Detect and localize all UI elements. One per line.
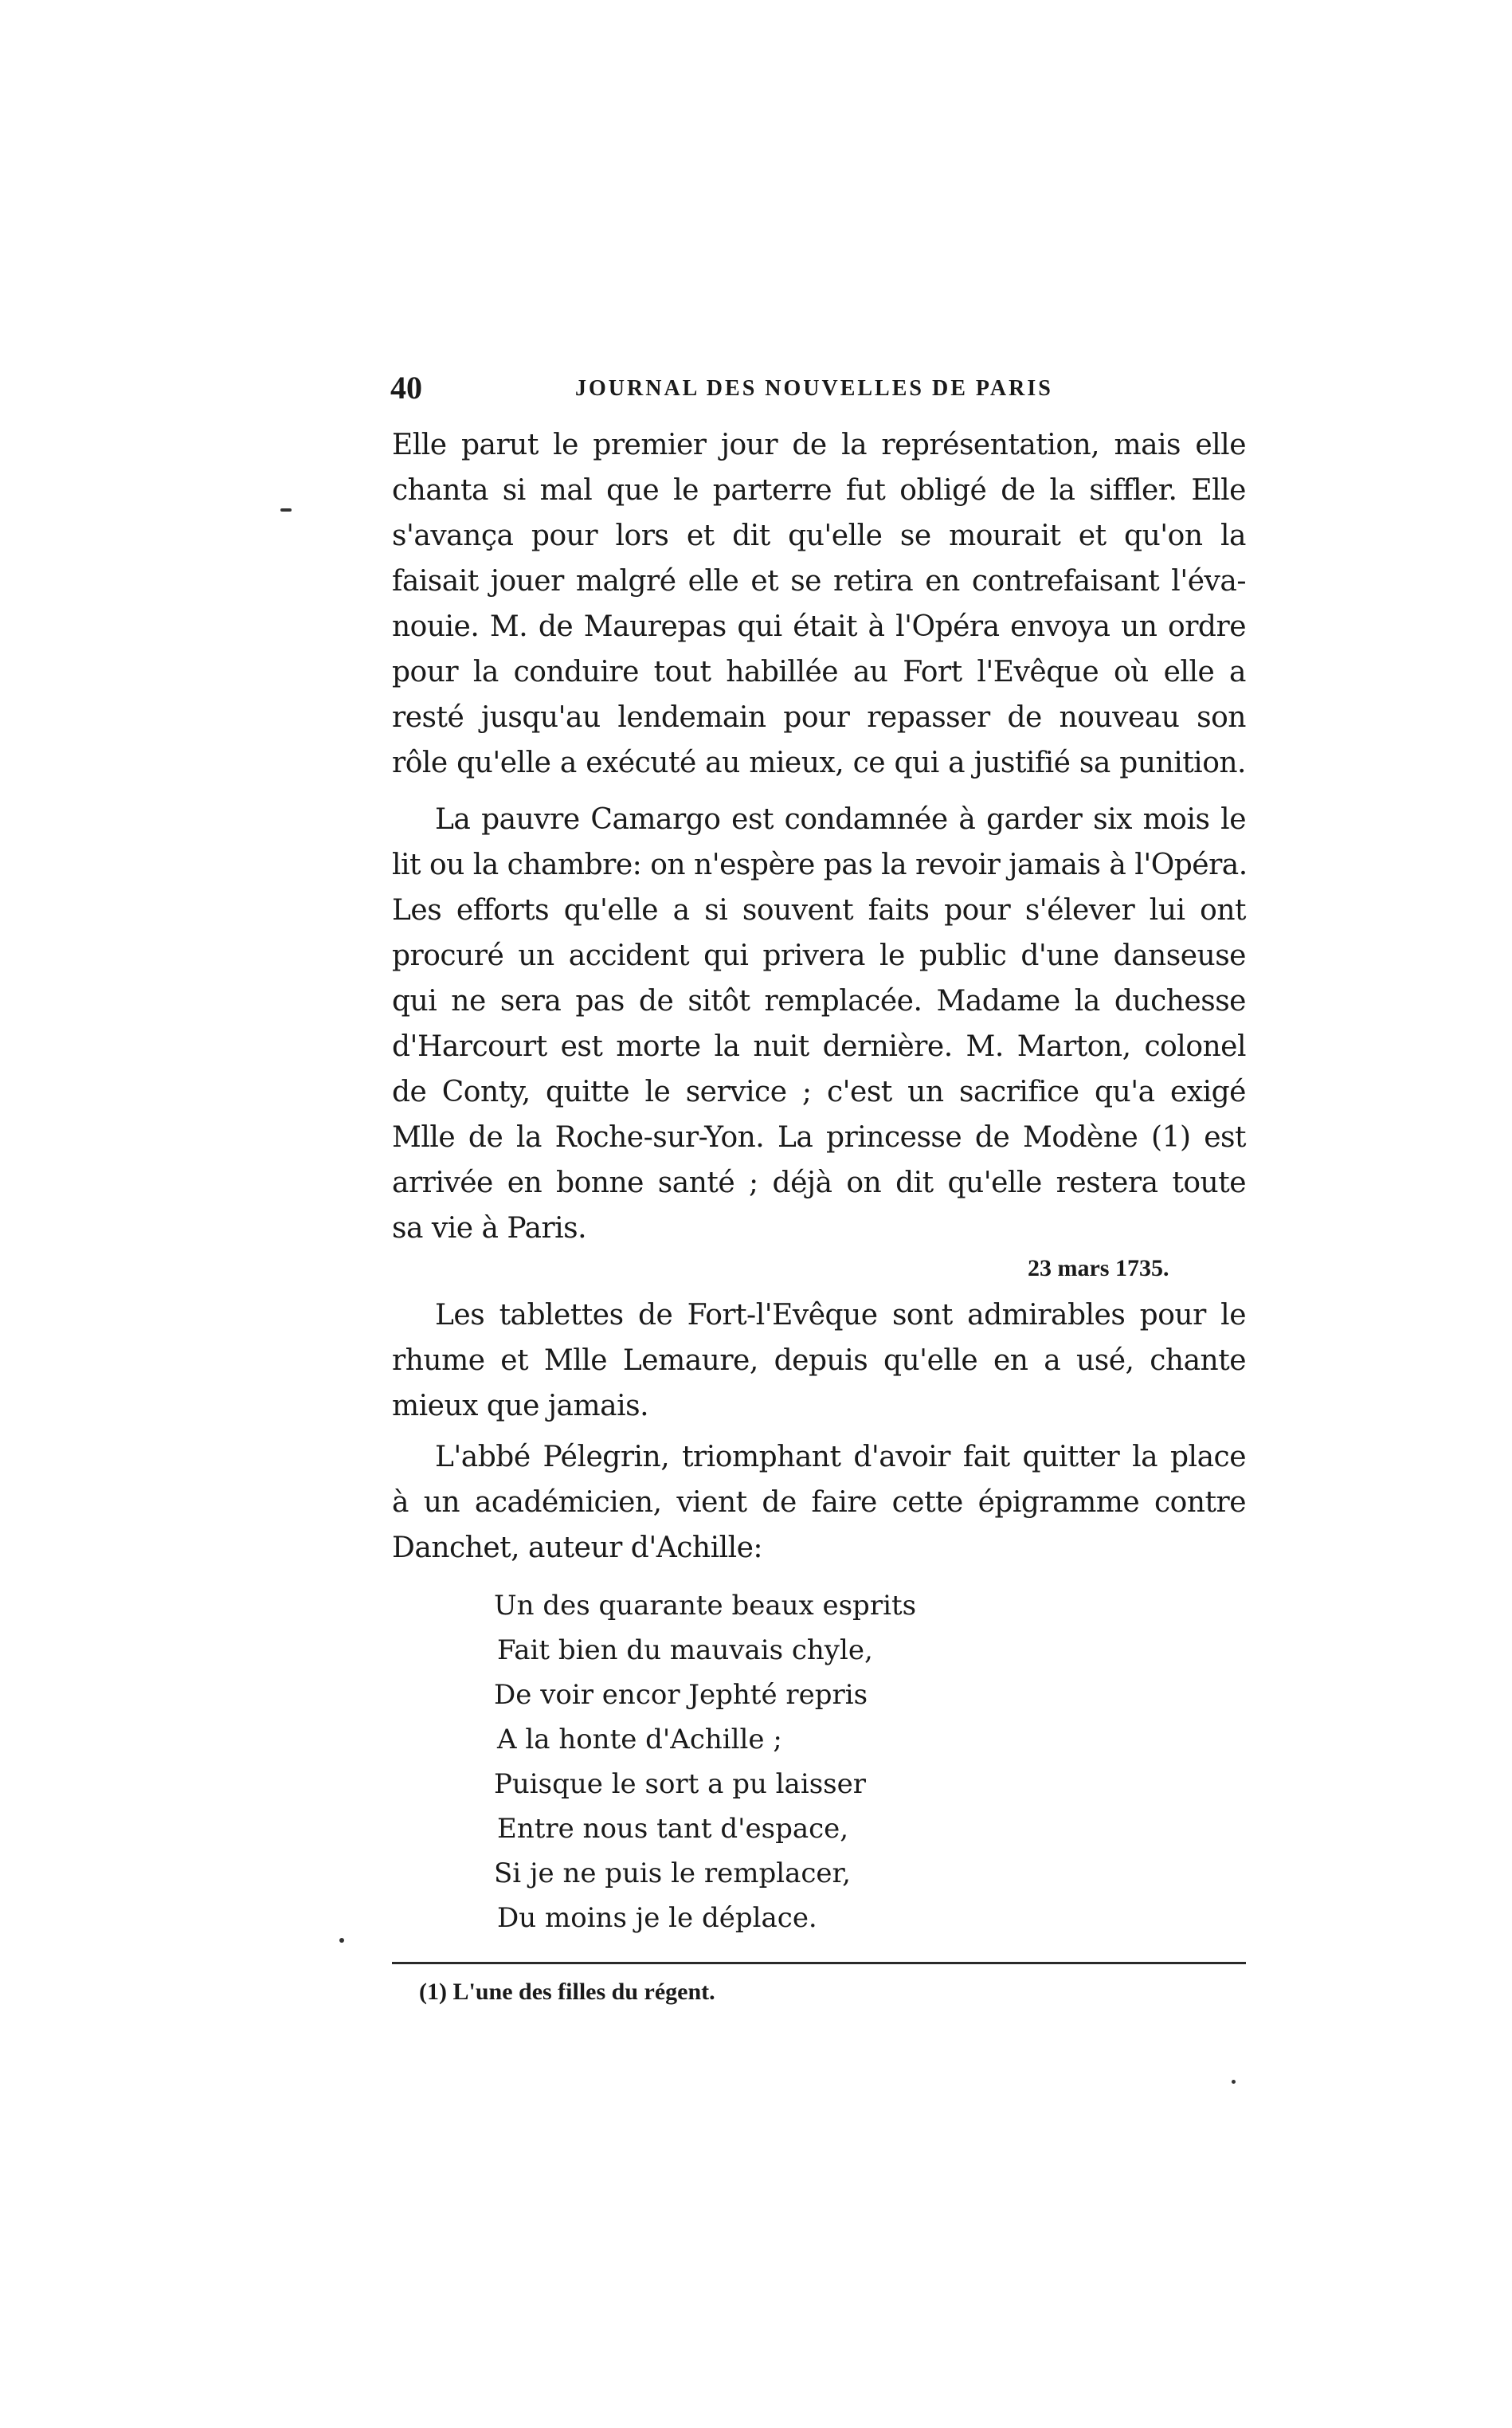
text-line: s'avança pour lors et dit qu'elle se mourait et qu'on la	[392, 520, 1246, 552]
verse-line: Entre nous tant d'espace,	[497, 1813, 849, 1845]
text-line: rhume et Mlle Lemaure, depuis qu'elle en a usé, chante	[392, 1344, 1246, 1377]
text-line: pour la conduire tout habillée au Fort l'Evêque où elle a	[392, 656, 1246, 688]
paragraph-3	[392, 1292, 1246, 1429]
text-line: La pauvre Camargo est condamnée à garder six mois le	[435, 803, 1246, 836]
verse-line: Si je ne puis le remplacer,	[494, 1857, 851, 1889]
journal-title: JOURNAL DES NOUVELLES DE PARIS	[575, 376, 1053, 401]
text-line: nouie. M. de Maurepas qui était à l'Opéra envoya un ordre	[392, 610, 1246, 643]
dateline: 23 mars 1735.	[1028, 1255, 1169, 1281]
paragraph-4	[392, 1434, 1246, 1571]
text-line: sa vie à Paris.	[392, 1212, 587, 1245]
text-line: d'Harcourt est morte la nuit dernière. M. Marton, colonel	[392, 1030, 1246, 1063]
text-line: faisait jouer malgré elle et se retira en contrefaisant l'éva-	[392, 565, 1246, 598]
text-line: lit ou la chambre: on n'espère pas la revoir jamais à l'Opéra.	[392, 849, 1248, 881]
verse-line: Un des quarante beaux esprits	[494, 1590, 917, 1622]
scan-speck	[280, 508, 292, 512]
page-number: 40	[390, 370, 422, 406]
text-line: chanta si mal que le parterre fut obligé de la siffler. Elle	[392, 474, 1246, 507]
verse-line: Puisque le sort a pu laisser	[494, 1768, 866, 1800]
paragraph-1	[392, 422, 1246, 786]
text-line: rôle qu'elle a exécuté au mieux, ce qui a justifié sa punition.	[392, 747, 1246, 779]
text-line: resté jusqu'au lendemain pour repasser de nouveau son	[392, 701, 1246, 734]
text-line: arrivée en bonne santé ; déjà on dit qu'elle restera toute	[392, 1167, 1246, 1199]
verse-line: Du moins je le déplace.	[497, 1902, 817, 1934]
verse-line: A la honte d'Achille ;	[497, 1724, 782, 1755]
text-line: L'abbé Pélegrin, triomphant d'avoir fait quitter la place	[435, 1441, 1246, 1473]
verse-line: De voir encor Jephté repris	[494, 1679, 868, 1711]
footnote-rule	[392, 1962, 1246, 1964]
text-line: Mlle de la Roche-sur-Yon. La princesse de Modène (1) est	[392, 1121, 1246, 1154]
verse-line: Fait bien du mauvais chyle,	[497, 1634, 873, 1666]
text-line: de Conty, quitte le service ; c'est un sacrifice qu'a exigé	[392, 1076, 1246, 1108]
scan-speck	[1232, 2080, 1236, 2084]
running-head	[390, 368, 1251, 408]
text-line: mieux que jamais.	[392, 1390, 649, 1422]
scan-speck	[339, 1938, 344, 1943]
paragraph-2	[392, 797, 1246, 1251]
text-line: procuré un accident qui privera le public d'une danseuse	[392, 939, 1246, 972]
text-line: Les efforts qu'elle a si souvent faits pour s'élever lui ont	[392, 894, 1246, 927]
text-line: à un académicien, vient de faire cette épigramme contre	[392, 1486, 1246, 1519]
text-line: Les tablettes de Fort-l'Evêque sont admirables pour le	[435, 1299, 1246, 1332]
footnote: (1) L'une des filles du régent.	[419, 1979, 715, 2005]
text-line: Danchet, auteur d'Achille:	[392, 1532, 763, 1564]
text-line: qui ne sera pas de sitôt remplacée. Madame la duchesse	[392, 985, 1246, 1018]
text-line: Elle parut le premier jour de la représentation, mais elle	[392, 429, 1246, 461]
epigram-verse	[494, 1583, 1052, 1940]
